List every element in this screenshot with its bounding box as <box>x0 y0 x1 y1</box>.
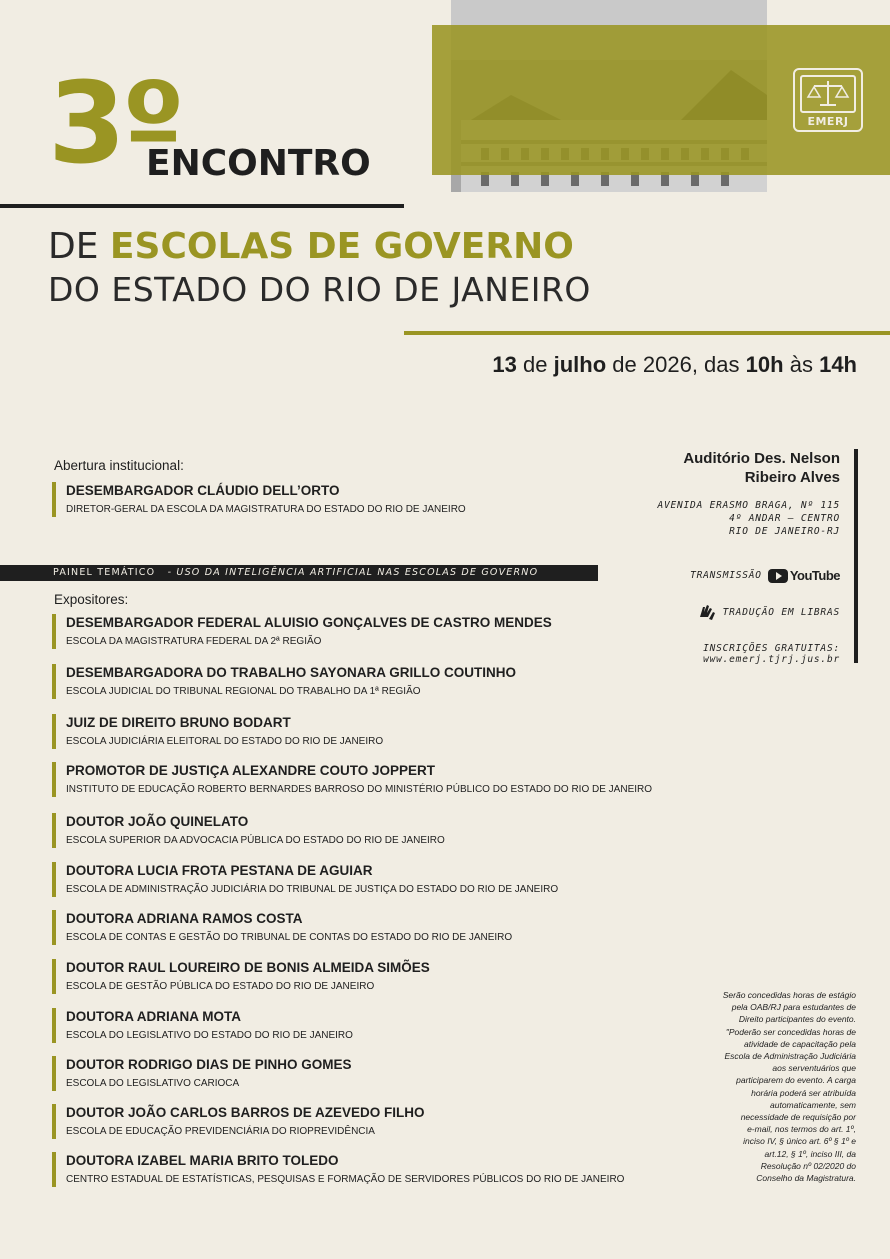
opening-name: DESEMBARGADOR CLÁUDIO DELL’ORTO <box>66 483 340 498</box>
speaker-entry <box>52 714 383 749</box>
date-day: 13 <box>492 352 517 377</box>
address-line-2: 4º ANDAR – CENTRO <box>729 513 840 524</box>
panel-banner <box>0 565 598 581</box>
speaker-entry <box>52 1008 353 1043</box>
event-info-panel <box>598 449 858 663</box>
speaker-entry <box>52 910 512 945</box>
scales-of-justice-icon <box>800 75 856 113</box>
title-prefix: DE <box>48 226 99 267</box>
note-line: inciso IV, § único art. 6º § 1º e <box>743 1136 856 1147</box>
legal-note <box>700 989 856 1184</box>
note-line: horária poderá ser atribuída <box>751 1087 856 1098</box>
title-line-1 <box>48 226 574 267</box>
transmission-row <box>598 568 840 583</box>
speaker-entry <box>52 959 430 994</box>
note-line: participarem do evento. A carga <box>736 1075 856 1086</box>
time-start: 10h <box>745 352 784 377</box>
speaker-org: ESCOLA DE CONTAS E GESTÃO DO TRIBUNAL DE CONTAS DO ESTADO DO RIO DE JANEIRO <box>66 932 513 943</box>
speaker-org: INSTITUTO DE EDUCAÇÃO ROBERTO BERNARDES BARROSO DO MINISTÉRIO PÚBLICO DO ESTADO DO RIO DE JANEIRO <box>66 784 653 795</box>
youtube-play-icon <box>768 569 788 583</box>
note-line: e-mail, nos termos do art. 1º, <box>747 1124 856 1135</box>
note-line: "Poderão ser concedidas horas de <box>725 1026 856 1037</box>
sign-language-icon <box>697 603 717 621</box>
divider-black <box>0 204 404 208</box>
speaker-name: DOUTORA LUCIA FROTA PESTANA DE AGUIAR <box>66 863 373 878</box>
logo-text: EMERJ <box>807 115 849 128</box>
opening-label: Abertura institucional: <box>54 458 184 473</box>
speaker-org: ESCOLA DO LEGISLATIVO DO ESTADO DO RIO DE JANEIRO <box>66 1030 353 1041</box>
date-rest: de 2026, das <box>612 352 740 377</box>
speaker-name: DOUTORA ADRIANA MOTA <box>66 1009 241 1024</box>
speaker-org: ESCOLA DE EDUCAÇÃO PREVIDENCIÁRIA DO RIOPREVIDÊNCIA <box>66 1126 375 1137</box>
speaker-org: ESCOLA DA MAGISTRATURA FEDERAL DA 2ª REGIÃO <box>66 636 322 647</box>
divider-olive <box>404 331 890 335</box>
note-line: Serão concedidas horas de estágio <box>722 990 856 1000</box>
note-line: Escola de Administração Judiciária <box>724 1051 856 1062</box>
speaker-org: ESCOLA DE ADMINISTRAÇÃO JUDICIÁRIA DO TRIBUNAL DE JUSTIÇA DO ESTADO DO RIO DE JANEIRO <box>66 884 559 895</box>
panel-theme: - USO DA INTELIGÊNCIA ARTIFICIAL NAS ESCOLAS DE GOVERNO <box>167 567 539 578</box>
opening-org: DIRETOR-GERAL DA ESCOLA DA MAGISTRATURA DO ESTADO DO RIO DE JANEIRO <box>66 504 466 515</box>
speaker-org: ESCOLA JUDICIAL DO TRIBUNAL REGIONAL DO TRABALHO DA 1ª REGIÃO <box>66 686 421 697</box>
time-end: 14h <box>819 352 857 377</box>
speaker-org: CENTRO ESTADUAL DE ESTATÍSTICAS, PESQUISAS E FORMAÇÃO DE SERVIDORES PÚBLICOS DO RIO DE JANEIRO <box>66 1174 625 1185</box>
address-line-3: RIO DE JANEIRO-RJ <box>729 526 840 537</box>
speaker-name: JUIZ DE DIREITO BRUNO BODART <box>66 715 291 730</box>
emerj-logo <box>793 68 863 132</box>
opening-entry <box>52 482 466 517</box>
speaker-org: ESCOLA DE GESTÃO PÚBLICA DO ESTADO DO RIO DE JANEIRO <box>66 981 375 992</box>
event-label: ENCONTRO <box>146 143 371 184</box>
note-line: Conselho da Magistratura. <box>756 1173 856 1184</box>
registration-url[interactable]: www.emerj.tjrj.jus.br <box>703 654 840 665</box>
speaker-entry <box>52 614 552 649</box>
libras-row <box>598 603 840 621</box>
libras-label: TRADUÇÃO EM LIBRAS <box>722 606 840 618</box>
address-line-1: AVENIDA ERASMO BRAGA, Nº 115 <box>657 500 840 511</box>
speaker-name: DOUTOR RODRIGO DIAS DE PINHO GOMES <box>66 1057 352 1072</box>
date-month: julho <box>553 352 607 377</box>
youtube-logo <box>768 568 840 583</box>
venue-address <box>598 499 840 538</box>
panel-label: PAINEL TEMÁTICO <box>53 567 156 578</box>
venue-line-1: Auditório Des. Nelson <box>683 450 840 467</box>
event-date <box>492 352 857 378</box>
speaker-entry <box>52 862 558 897</box>
date-as: às <box>789 352 813 377</box>
speaker-name: DOUTORA IZABEL MARIA BRITO TOLEDO <box>66 1153 339 1168</box>
note-line: automaticamente, sem <box>770 1099 856 1110</box>
speaker-entry <box>52 762 652 797</box>
speaker-name: DESEMBARGADORA DO TRABALHO SAYONARA GRILLO COUTINHO <box>66 665 517 680</box>
registration <box>598 643 840 665</box>
speaker-entry <box>52 1152 624 1187</box>
speaker-name: DOUTOR JOÃO CARLOS BARROS DE AZEVEDO FILHO <box>66 1105 425 1120</box>
date-de: de <box>523 352 548 377</box>
note-line: aos serventuários que <box>772 1063 856 1074</box>
speaker-name: DOUTORA ADRIANA RAMOS COSTA <box>66 911 303 926</box>
speaker-name: DOUTOR JOÃO QUINELATO <box>66 814 249 829</box>
speakers-label: Expositores: <box>54 592 129 607</box>
title-line-2: DO ESTADO DO RIO DE JANEIRO <box>48 270 591 309</box>
speaker-entry <box>52 1056 352 1091</box>
venue-line-2: Ribeiro Alves <box>744 469 840 486</box>
note-line: atividade de capacitação pela <box>744 1038 856 1049</box>
note-line: necessidade de requisição por <box>740 1112 856 1123</box>
note-line: Resolução nº 02/2020 do <box>760 1160 856 1171</box>
speaker-entry <box>52 813 445 848</box>
transmission-label: TRANSMISSÃO <box>690 570 762 581</box>
note-line: art.12, § 1º, inciso III, da <box>764 1148 856 1159</box>
speaker-org: ESCOLA SUPERIOR DA ADVOCACIA PÚBLICA DO ESTADO DO RIO DE JANEIRO <box>66 835 445 846</box>
speaker-entry <box>52 1104 425 1139</box>
title-highlight: ESCOLAS DE GOVERNO <box>109 226 574 267</box>
youtube-word: YouTube <box>789 568 840 583</box>
speaker-org: ESCOLA JUDICIÁRIA ELEITORAL DO ESTADO DO RIO DE JANEIRO <box>66 736 384 747</box>
event-ordinal: 3º <box>48 59 182 189</box>
speaker-org: ESCOLA DO LEGISLATIVO CARIOCA <box>66 1078 240 1089</box>
note-line: pela OAB/RJ para estudantes de <box>731 1002 856 1013</box>
speaker-entry <box>52 664 516 699</box>
note-line: Direito participantes do evento. <box>738 1014 856 1025</box>
speaker-name: DOUTOR RAUL LOUREIRO DE BONIS ALMEIDA SIMÕES <box>66 960 430 975</box>
registration-label: INSCRIÇÕES GRATUITAS: <box>703 643 840 654</box>
venue-name <box>598 449 840 487</box>
speaker-name: PROMOTOR DE JUSTIÇA ALEXANDRE COUTO JOPPERT <box>66 763 436 778</box>
speaker-name: DESEMBARGADOR FEDERAL ALUISIO GONÇALVES DE CASTRO MENDES <box>66 615 552 630</box>
